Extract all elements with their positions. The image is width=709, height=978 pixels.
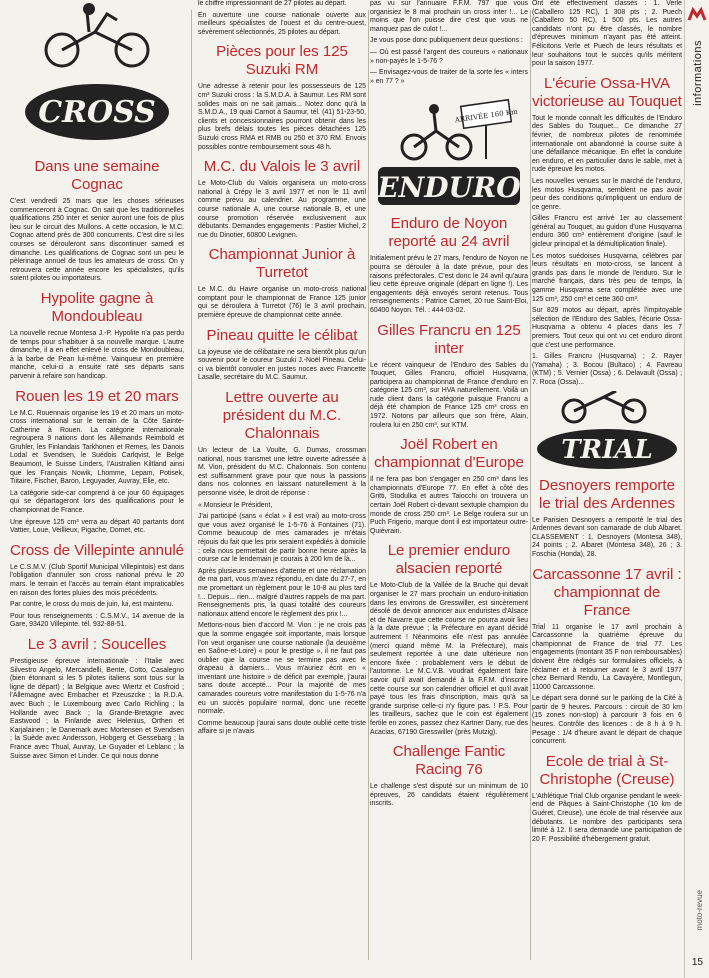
article-body: Mettons-nous bien d'accord M. Vion : je ne crois pas que la somme engagée soit importante, mais lorsque l'on veut organiser une course nationale (la deuxième en Saône-et-Loire) « pour le prestige », il ne faut pas oublier que la course ne se termine pas avec le drapeau à damiers... Vous m'auriez écrit en « inventant une histoire » de déficit par exemple, j'aurai sans doute accepté... Pour la majorité de mes camarades coureurs votre manifestation du 1-5-76 n'a eu un succès populaire normal, donc une recette normale. xyxy=(198,622,366,716)
article-body: Un lecteur de La Voulte, G. Dumas, crossman national, nous transmet une lettre ouverte adressée à M. Vion, président du M.C. Chalonnais. Son contenu est suffisamment grave pour que nous la passions dans nos colonnes en laissant naturellement à la personne visée, le droit de réponse : xyxy=(198,447,366,497)
article-body: Tout le monde connaît les difficultés de l'Enduro des Sables du Touquet... Ce dimanche 27 février, de nombreux pilotes de renommée internationale ont abandonné la course suite à une défaillance mécanique. En effet la conduite en enduro, et en particulier dans le sable, met à rude épreuve les motos. xyxy=(532,114,682,174)
article-body: Le M.C. du Havre organise un moto-cross national comptant pour le championnat de France 125 junior qui se déroulera à Turretot (76) le 3 avril prochain, première épreuve de championnat cette année. xyxy=(198,286,366,320)
article-title: Desnoyers remporte le trial des Ardennes xyxy=(539,476,675,512)
article-title: Gilles Francru en 125 inter xyxy=(377,321,521,357)
article-title: Championnat Junior à Turretot xyxy=(208,246,356,282)
article-body: Gilles Francru est arrivé 1er au classement général au Touquet, au guidon d'une Husqvarna enduro 360 cm³ entièrement d'origine (sauf le gicleur principal et la démultiplication finale). xyxy=(532,215,682,249)
article-body: L'Athlétique Trial Club organise pendant le week-end de Pâques à Saint-Christophe (10 km de Guéret, Creuse), une école de trial réservée aux débutants. Le nombre des participants sera limité à 12. Il sera demandé une participation de 20 F. Possibilité d'hébergement gratuit. xyxy=(532,792,682,843)
article-body: — Où est passé l'argent des coureurs « nationaux » non-payés le 1-5-76 ? xyxy=(370,48,528,65)
article-body: Une épreuve 125 cm³ verra au départ 40 partants dont Vattier, Loue, Veillieux, Pigache, Domet, etc. xyxy=(10,518,184,535)
article-title: Challenge Fantic Racing 76 xyxy=(392,743,506,779)
article-body: Trial 11 organise le 17 avril prochain à Carcassonne la quatrième épreuve du championnat de France de trial 77. Les engagements (montant 35 F non remboursables) doivent être rédigés sur formulaires officiels, à réclamer et à retourner avant le 3 avril 1977 chez Bernard Rendu, La Cavayère, Montlegun, 11000 Carcassonne. xyxy=(532,623,682,691)
article-title: L'écurie Ossa-HVA victorieuse au Touquet xyxy=(532,74,682,110)
article-body: le chiffre impressionnant de 27 pilotes au départ. xyxy=(198,0,347,7)
article-title: Rouen les 19 et 20 mars xyxy=(15,387,179,405)
article-body: C'est vendredi 25 mars que les choses sérieuses commenceront à Cognac. On sait que les traditionnelles qualifications 250 inter et senior auront une fois de plus lieu sur le circuit des Mullons. A cette occasion, le M.C. Cognac attend près de 300 concurrents. C'est dire si les courses se dérouleront sans discontinuer samedi et dimanche. Les qualifications de Cognac sont un peu le pèlerinage annuel de tous les amateurs de cross. On y retrouvera cette année encore les spécialistes, qu'ils soient pilotes ou importateurs. xyxy=(10,198,184,283)
column-3 xyxy=(370,0,528,978)
article-title: Hypolite gagne à Mondoubleau xyxy=(40,289,154,325)
article-title: Lettre ouverte au président du M.C. Chalonnais xyxy=(222,389,342,443)
article-body: Je vous pose donc publiquement deux questions : xyxy=(370,37,523,45)
article-title: Pièces pour les 125 Suzuki RM xyxy=(216,43,348,79)
column-2 xyxy=(198,0,366,978)
article-body: Les nouvelles venues sur le marché de l'enduro, les motos Husqvarna, semblent ne pas avoir peur des conditions qu'impliquent un enduro de ce genre. xyxy=(532,177,682,211)
enduro-illustration xyxy=(374,89,524,209)
article-title: Le 3 avril : Soucelles xyxy=(27,635,167,653)
article-body: Le Moto-Club du Valois organisera un moto-cross national à Crépy le 3 avril 1977 et non le 11 avril comme prévu au calendrier. Au programme, une course nationale A, une course nationale B, et une course promotion réservée exclusivement aux débutants. Demandes engagements : Pastier Michel, 2 rue du Dinotier, 60800 Levignen. xyxy=(198,180,366,239)
article-title: Enduro de Noyon reporté au 24 avril xyxy=(388,215,510,251)
trial-illustration xyxy=(534,391,680,471)
enduro-banner-text: ENDURO xyxy=(377,171,521,205)
article-title: Dans une semaine Cognac xyxy=(34,158,160,193)
article-body: Le Moto-Club de la Vallée de la Bruche qui devait organiser le 27 mars prochain un enduro-initiation dans les environs de Gresswiller, est sincèrement désolé de devoir annoncer aux enduristes d'Alsace et de Navarre que cette course ne pourra avoir lieu à la date prévue ; la Préfecture en ayant décidé autrement ! Néanmoins elle n'est pas annulée (merci quand même M. la Préfecture), mais seulement reportée à une date ultérieure non encore fixée : probablement vers le début de l'automne. Le M.C.V.B. voudrait également faire savoir qu'il avait demandé à la F.F.M. d'inscrire cette course sur son calendrier officiel et qu'il avait payé tous les frais d'inscription, mais qu'à sa grande surprise celle-ci n'y figure pas. ! P.S. Pour les tirailleurs, sachez que le coin est également fertile en zones, passez chez Kartner Dany, rue des Acacias, 67190 Gresswiller (près Mutzig). xyxy=(370,582,528,736)
article-body: Le départ sera donné sur le parking de la Cité à partir de 9 heures. Parcours : circuit de 30 km (15 zones non-stop) à parcourir 3 fois en 6 heures. Contrôle des licences : de 8 h à 9 h. Pesage : 1/4 d'heure avant le départ de chaque concurrent. xyxy=(532,695,682,746)
article-body: Comme beaucoup j'aurai sans doute oublié cette triste affaire si je n'avais xyxy=(198,719,366,736)
page-number: 15 xyxy=(691,957,703,968)
article-title: Carcassonne 17 avril : championnat de France xyxy=(532,565,682,619)
article-body: En ouverture une course nationale ouverte aux meilleurs spécialistes de l'ouest et du centre-ouest, sévèrement sélectionnés, 25 pilotes au départ. xyxy=(198,11,366,36)
article-body: Ont été effectivement classés : 1. Verle (Caballero 125 RC), 1 308 pts ; 2. Puech (Caballero 50 RC), 1 500 pts. Les autres candidats n'ont pu être classés, le nombre d'épreuves minimum n'ayant pas été atteint. Félicitons Verle et Puech de leurs résultats et leur souhaitons tout le succès qu'ils méritent pour la saison 1977. xyxy=(532,0,682,68)
cross-banner-text: CROSS xyxy=(38,95,156,130)
article-body: Prestigieuse épreuve internationale : l'Italie avec Silvestro Angelo, Mercandelli, Bente, Cotto, Casalegno (bien étonnant si les 5 pilotes italiens sont tous sur la ligne de départ) ; la Belgique avec Wiertz et Cosfroid ; l'Allemagne avec Embacher et Pzeuszcke ; la R.D.A. avec Buch ; le Luxembourg avec Carlo Richling ; la Hollande avec Back ; la Grande-Bretagne avec Eastwood ; la Finlande avec Helenius, Orthen et Karjalainen ; le Danemark avec Mortensen et Svendsen ; la Suède avec Andersson, Hobgerg et Gessebarg ; la France avec Thual, Auvray, Le Guyader et Leblanc ; la Suisse avec Simon et Linder. Ce qui nous donne xyxy=(10,657,184,760)
section-tab xyxy=(684,0,709,978)
article-body: Une adresse à retenir pour les possesseurs de 125 cm³ Suzuki cross : la S.M.D.A. à Saumur. Les RM sont solides mais on ne sait jamais... Notez donc qu'à la S.M.D.A., 19 quai Carnot à Saumur, tél. (41) 51-23-50, clients et concessionnaires pourront obtenir dans les plus brefs délais toutes les pièces détachées 125 Suzuki cross RMA et RMB ou 250 et 370 RM. Envois possibles contre remboursement sous 48 h. xyxy=(198,83,366,151)
magazine-name: moto-revue xyxy=(695,889,704,930)
article-body: Initialement prévu le 27 mars, l'enduro de Noyon ne pourra se dérouler à la date prévue, pour des raisons préfectorales. C'est donc le 24 avril qu'aura lieu cette épreuve originale (départ en ligne !). Les engagements déjà envoyés seront retenus. Tous renseignements : Patrice Carnet, 20 rue Saint-Eloi, 60400 Noyon. Tél. : 444-03-02. xyxy=(370,255,528,314)
article-body: pas vu sur l'annuaire F.F.M. 797 que vous organisiez le 8 mai prochain un cross inter !... Le moins que l'on puisse dire c'est que vous ne manquez pas de culot !... xyxy=(370,0,528,33)
article-body: Le Parisien Desnoyers a remporté le trial des Ardennes devant son camarade de club Albaret. CLASSEMENT : 1. Desnoyers (Montesa 348), 24 points ; 2. Albaret (Montesa 348), 26 ; 3. Foschia (Honda), 28. xyxy=(532,516,682,558)
column-rule xyxy=(368,10,369,960)
article-body: « Monsieur le Président, xyxy=(198,501,273,509)
article-title: Cross de Villepinte annulé xyxy=(10,541,184,559)
column-4 xyxy=(532,0,682,978)
article-body: 1. Gilles Francru (Husqvarna) ; 2. Rayer (Yamaha) ; 3. Bocou (Bultaco) ; 4. Favreau (KTM) ; 5. Vernier (Ossa) ; 6. Delavault (Ossa) ; 7. Roca (Ossa)... xyxy=(532,353,682,386)
article-body: La catégorie side-car comprend à ce jour 60 équipages qui se départageront lors des qualifications pour le championnat de France. xyxy=(10,489,184,515)
article-body: Le récent vainqueur de l'Enduro des Sables du Touquet, Gilles Francru, officiel Husqvarna, participera au championnat de France d'enduro en catégorie 125 cm³, sur HVA naturellement. Voilà un rude client dans la catégorie puisque Francru a déjà été champion de France 125 cm³ cross en 1972. Notons par ailleurs que son frère, Alain, roulera lui en 250 cm³, sur KTM. xyxy=(370,361,528,429)
article-title: Joël Robert en championnat d'Europe xyxy=(374,436,524,472)
article-title: Le premier enduro alsacien reporté xyxy=(387,542,511,578)
finish-sign-text: ARRIVÉE 160 Km xyxy=(454,107,519,125)
article-body: — Envisagez-vous de traiter de la sorte les « inters » en 77 ? » xyxy=(370,69,528,85)
article-body: Pour tous renseignements : C.S.M.V., 14 avenue de la Gare, 93420 Villepinte. tél. 932-88-51. xyxy=(10,612,184,629)
column-rule xyxy=(530,10,531,960)
article-body: Le challenge s'est disputé sur un minimum de 10 épreuves, 26 candidats étaient régulièrement inscrits. xyxy=(370,783,528,808)
article-body: La nouvelle recrue Montesa J.-P. Hypolite n'a pas perdu de temps pour s'habituer à sa nouvelle marque. L'autre dimanche, il a en effet enlevé le cross de Mondoubleau, à la barbe de Pean lui-même. Vainqueur en première manche, celui-ci a ensuite raté ses départs sans parvenir à refaire son handicap. xyxy=(10,329,184,380)
article-body: Le M.C. Rouennais organise les 19 et 20 mars un moto-cross international sur le terrain de la Côte Sainte-Catherine à Rouen. La catégorie internationale regroupera 9 nations dont les Allemands Reimbold et Gruhler, les Finlandais Tarkhonen et Remes, les Danois Lodal et Svendsen, le Suédois Carlqvist, le Belge Beaumont, le Suisse Linders, l'Australien Kiltland ainsi que les Français Nowik, Lhomme, Lepam, Potisek, Tiitaire, Fischer, Baron, Leguyader, Auvray, Elie, etc. xyxy=(10,409,184,486)
article-title: M.C. du Valois le 3 avril xyxy=(203,158,361,176)
column-1 xyxy=(10,0,184,978)
trial-banner-text: TRIAL xyxy=(561,434,653,465)
column-rule xyxy=(191,10,192,960)
article-title: Ecole de trial à St-Christophe (Creuse) xyxy=(539,752,675,788)
article-body: La joyeuse vie de célibataire ne sera bientôt plus qu'un souvenir pour le coureur Suzuki J.-Noël Pineau. Celui-ci va bientôt convoler en justes noces avec Francette Lasalle, secrétaire du M.C. Saumur. xyxy=(198,348,366,382)
article-body: Les motos suédoises Husqvarna, célèbres par leurs résultats en moto-cross, se lancent à grands pas dans le monde de l'enduro. Sur le marché français, dans très peu de temps, la gamme Husqvarna sera complétée avec une 125 cm³, 250 cm³ et cette 360 cm³. xyxy=(532,252,682,303)
article-title: Pineau quitte le célibat xyxy=(206,326,358,344)
magazine-logo-icon xyxy=(687,6,707,26)
article-body: Il ne fera pas bon s'engager en 250 cm³ dans les championnats d'Europe 77. En effet à côté des Gritti, Stodulka et autres Taiocchi on trouvera un certain Joël Robert ci-devant sextuple champion du monde de cross 250 cm³. Le Belge roulera sur un Puch Frigerio, marque dont il est importateur outre-Quiévrain. xyxy=(370,476,528,535)
article-body: Après plusieurs semaines d'attente et une réclamation de ma part, vous m'avez répondu, en date du 27-7, en me promettant un règlement pour le 10-8 au plus tard !... Depuis... rien... malgré d'autres rappels de ma part. Renseignements pris, la quasi totalité des coureurs nationaux attend encore le règlement des prix !... xyxy=(198,567,366,618)
article-body: Par contre, le cross du mois de juin, lui, est maintenu. xyxy=(10,601,174,609)
section-label: informations xyxy=(692,40,704,106)
cross-rider-illustration xyxy=(17,2,177,152)
article-body: Sur 829 motos au départ, après l'impitoyable sélection de l'Enduro des Sables, l'écurie Ossa-Husqvarna a obtenu 4 places dans les 7 premiers. Tout ceux qui ont vu cet enduro diront que c'est une performance. xyxy=(532,307,682,349)
article-body: J'ai participé (sans « éclat » il est vrai) au moto-cross que vous avez organisé le 1-5-76 à Fontaines (71). Comme beaucoup de mes camarades je m'étais réjouis du fait que les prix seraient expédiés à domicile : cela nous permettait de partir bonne heure après la course car le lendemain je courais à 200 km de là... xyxy=(198,513,366,564)
article-body: Le C.S.M.V. (Club Sportif Municipal Villepintois) est dans l'obligation d'annuler son cross national prévu le 20 mars. le terrain et l'accès au terrain étant impraticables en raison des fortes pluies des mois précédents. xyxy=(10,563,184,597)
